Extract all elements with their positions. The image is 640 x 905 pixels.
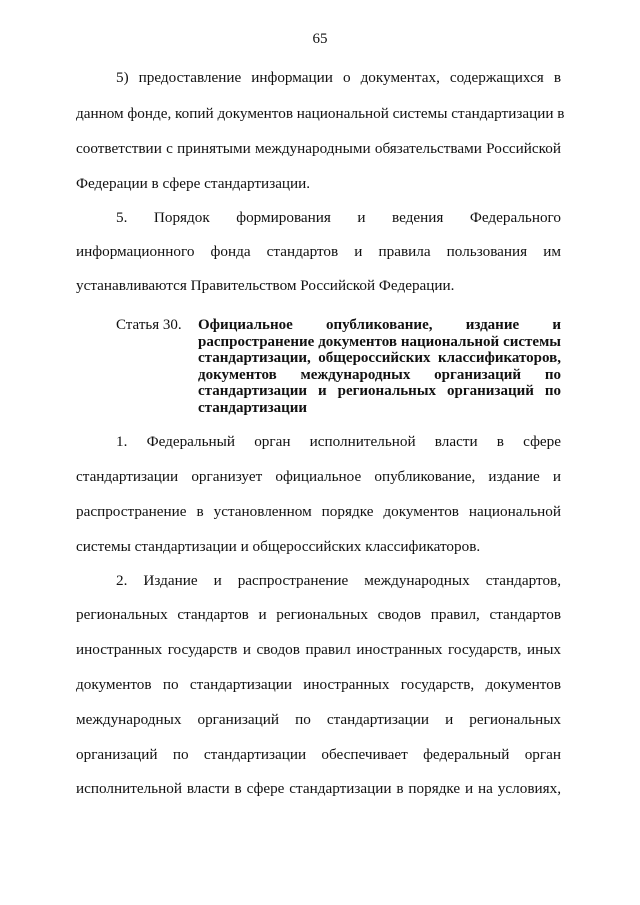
para3-line-3: распространение в установленном порядке документов национальной xyxy=(76,503,561,520)
para1-line-4: Федерации в сфере стандартизации. xyxy=(76,175,311,192)
para2-line-1: 5. Порядок формирования и ведения Федерального xyxy=(116,209,561,226)
para3-line-4: системы стандартизации и общероссийских классификаторов. xyxy=(76,538,481,555)
para4-line-4: документов по стандартизации иностранных государств, документов xyxy=(76,676,561,693)
article-title-line-5: стандартизации и региональных организаций по xyxy=(198,383,561,399)
article-title-line-3: стандартизации, общероссийских классификаторов, xyxy=(198,350,561,366)
para4-line-5: международных организаций по стандартизации и региональных xyxy=(76,711,561,728)
para4-line-1: 2. Издание и распространение международных стандартов, xyxy=(116,572,561,589)
para4-line-7: исполнительной власти в сфере стандартизации в порядке и на условиях, xyxy=(76,780,561,797)
article-title-line-4: документов международных организаций по xyxy=(198,366,561,383)
para4-line-2: региональных стандартов и региональных сводов правил, стандартов xyxy=(76,606,561,623)
article-title-line-1: Официальное опубликование, издание и xyxy=(198,317,561,333)
para1-line-2: данном фонде, копий документов национальной системы стандартизации в xyxy=(76,105,565,122)
page-number: 65 xyxy=(312,31,328,47)
para2-line-2: информационного фонда стандартов и правила пользования им xyxy=(76,243,561,260)
para2-line-3: устанавливаются Правительством Российской Федерации. xyxy=(76,277,455,294)
article-title-line-2: распространение документов национальной системы xyxy=(198,333,561,350)
para1-line-1: 5) предоставление информации о документах, содержащихся в xyxy=(116,69,561,86)
para4-line-6: организаций по стандартизации обеспечивает федеральный орган xyxy=(76,746,561,763)
article-title xyxy=(198,317,561,416)
para4-line-3: иностранных государств и сводов правил иностранных государств, иных xyxy=(76,641,561,658)
article-title-line-6: стандартизации xyxy=(198,399,308,416)
para3-line-1: 1. Федеральный орган исполнительной власти в сфере xyxy=(116,433,561,450)
article-label: Статья 30. xyxy=(116,317,182,333)
para3-line-2: стандартизации организует официальное опубликование, издание и xyxy=(76,468,561,485)
para1-line-3: соответствии с принятыми международными обязательствами Российской xyxy=(76,140,561,157)
